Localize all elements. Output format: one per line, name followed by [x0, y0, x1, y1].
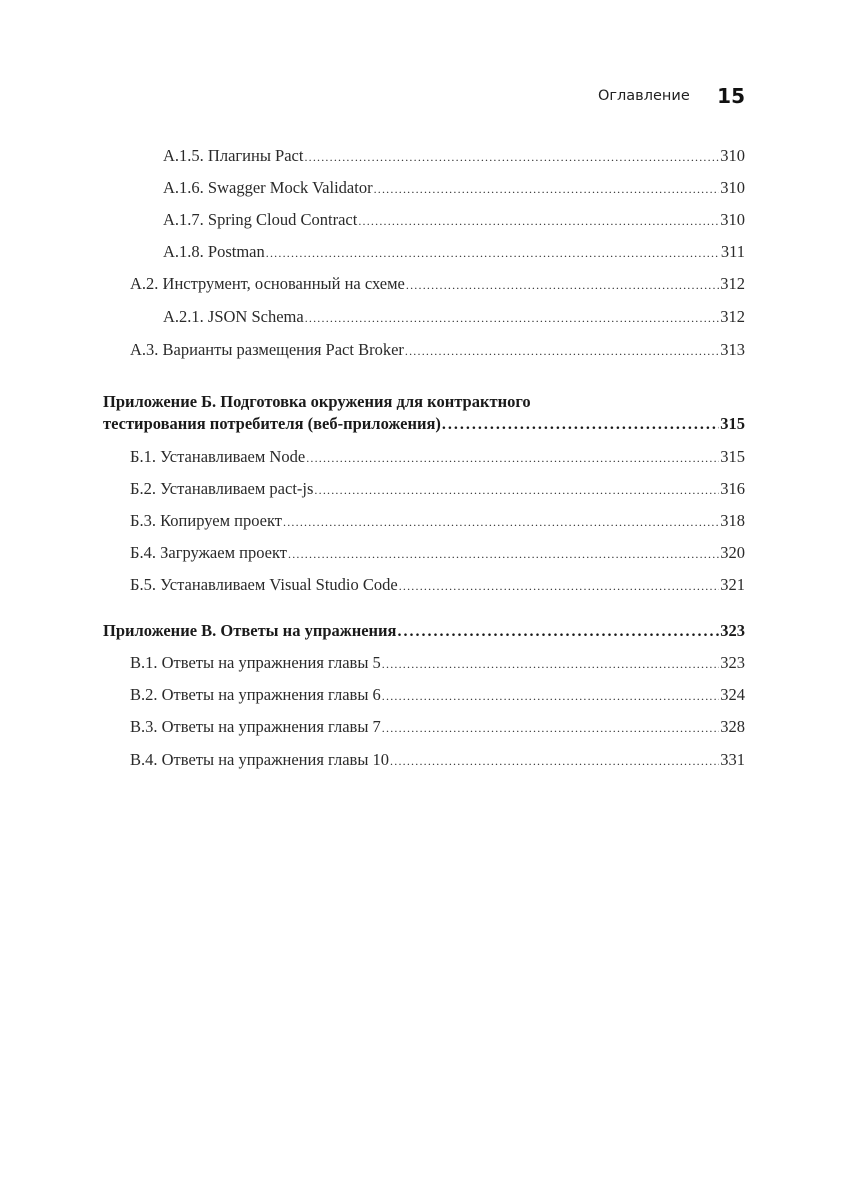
dot-leader	[283, 512, 719, 532]
toc-entry-page: 328	[720, 717, 745, 736]
dot-leader	[288, 544, 719, 564]
toc-entry-page: 315	[720, 447, 745, 466]
dot-leader	[266, 243, 720, 263]
toc-entry[interactable]	[130, 750, 745, 771]
toc-entry-label: А.2. Инструмент, основанный на схеме	[130, 274, 405, 293]
dot-leader	[304, 147, 719, 167]
running-header-title: Оглавление	[598, 88, 690, 104]
toc-entry-label: В.2. Ответы на упражнения главы 6	[130, 685, 381, 704]
dot-leader	[382, 654, 719, 674]
page-number: 15	[717, 84, 745, 108]
toc-entry-label: В.3. Ответы на упражнения главы 7	[130, 717, 381, 736]
toc-entry-label: А.1.8. Postman	[163, 242, 265, 261]
toc-entry[interactable]	[130, 447, 745, 468]
toc-entry-page: 312	[720, 307, 745, 326]
toc-entry-label: А.1.6. Swagger Mock Validator	[163, 178, 373, 197]
dot-leader	[405, 341, 719, 361]
toc-entry[interactable]	[130, 274, 745, 295]
toc-entry[interactable]	[130, 575, 745, 596]
toc-entry-page: 318	[720, 511, 745, 530]
toc-entry-label: А.1.5. Плагины Pact	[163, 146, 304, 165]
toc-entry-label: Б.5. Устанавливаем Visual Studio Code	[130, 575, 398, 594]
toc-entry[interactable]	[130, 340, 745, 361]
toc-entry-page: 311	[720, 242, 745, 261]
toc-entry-label: Б.1. Устанавливаем Node	[130, 447, 306, 466]
toc-entry-page: 321	[720, 575, 745, 594]
dot-leader	[306, 448, 719, 468]
toc-entry[interactable]	[130, 543, 745, 564]
toc-entry-label: Б.2. Устанавливаем pact-js	[130, 479, 314, 498]
toc-entry[interactable]	[163, 307, 745, 328]
toc-entry-page: 324	[720, 685, 745, 704]
dot-leader	[358, 211, 719, 231]
toc-entry[interactable]	[130, 653, 745, 674]
toc-entry-page: 313	[720, 340, 745, 359]
toc-entry[interactable]	[130, 685, 745, 706]
toc-entry-label: В.4. Ответы на упражнения главы 10	[130, 750, 390, 769]
toc-entry-label: А.1.7. Spring Cloud Contract	[163, 210, 358, 229]
toc-entry-page: 315	[720, 414, 745, 433]
toc-entry[interactable]	[163, 178, 745, 199]
appendix-b-heading[interactable]	[103, 414, 745, 435]
toc-entry-page: 323	[720, 621, 745, 640]
dot-leader	[406, 275, 719, 295]
toc-entry-page: 312	[720, 274, 745, 293]
toc-entry-page: 310	[720, 146, 745, 165]
toc-entry-label: тестирования потребителя (веб-приложения)	[103, 414, 441, 433]
toc-entry-page: 320	[720, 543, 745, 562]
toc-entry-page: 331	[720, 750, 745, 769]
toc-entry-page: 316	[720, 479, 745, 498]
toc-entry[interactable]	[130, 479, 745, 500]
dot-leader	[314, 480, 719, 500]
toc-entry-label: В.1. Ответы на упражнения главы 5	[130, 653, 381, 672]
toc-entry-label: А.3. Варианты размещения Pact Broker	[130, 340, 404, 359]
toc-entry-label: Б.3. Копируем проект	[130, 511, 283, 530]
toc-entry-label: Приложение В. Ответы на упражнения	[103, 621, 397, 640]
dot-leader	[382, 718, 719, 738]
dot-leader	[442, 415, 719, 435]
dot-leader	[382, 686, 719, 706]
dot-leader	[398, 622, 720, 642]
toc-entry-label: А.2.1. JSON Schema	[163, 307, 304, 326]
toc-entry[interactable]	[163, 146, 745, 167]
toc-entry[interactable]	[163, 210, 745, 231]
dot-leader	[399, 576, 720, 596]
appendix-c-heading[interactable]	[103, 621, 745, 642]
toc-entry-label: Б.4. Загружаем проект	[130, 543, 287, 562]
toc-entry-page: 323	[720, 653, 745, 672]
dot-leader	[390, 751, 719, 771]
toc-entry-page: 310	[720, 210, 745, 229]
dot-leader	[305, 308, 720, 328]
toc-entry[interactable]	[130, 717, 745, 738]
appendix-b-heading-line1[interactable]: Приложение Б. Подготовка окружения для контрактного	[103, 392, 531, 411]
dot-leader	[374, 179, 720, 199]
toc-entry[interactable]	[163, 242, 745, 263]
toc-entry[interactable]	[130, 511, 745, 532]
toc-entry-page: 310	[720, 178, 745, 197]
